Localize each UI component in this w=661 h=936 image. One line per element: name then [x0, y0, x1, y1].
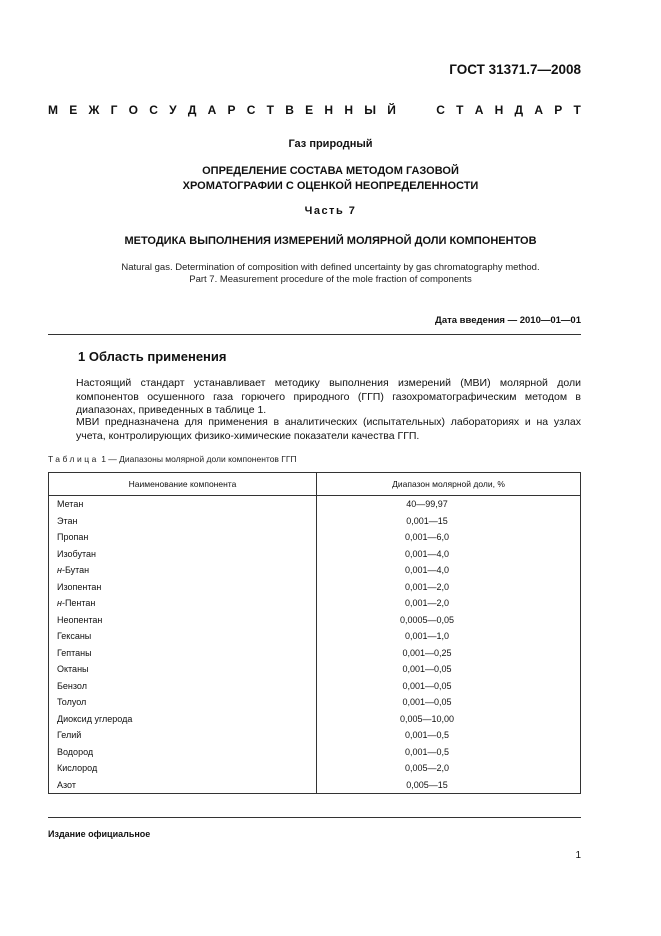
component-name-cell: Гептаны — [49, 645, 317, 662]
range-value: 40—99,97 — [406, 499, 448, 510]
heading-letter: С — [436, 103, 445, 117]
heading-gap — [407, 103, 410, 117]
range-cell — [317, 744, 581, 761]
range-value: 0,001—0,25 — [402, 647, 452, 658]
table-row — [49, 661, 581, 678]
component-name-cell: Кислород — [49, 760, 317, 777]
normal-prefix: н — [57, 598, 62, 609]
heading-letter: Й — [387, 103, 396, 117]
range-value: 0,005—2,0 — [404, 763, 450, 774]
document-title-line: ОПРЕДЕЛЕНИЕ СОСТАВА МЕТОДОМ ГАЗОВОЙ — [202, 165, 459, 177]
document-title-line: ХРОМАТОГРАФИИ С ОЦЕНКОЙ НЕОПРЕДЕЛЕННОСТИ — [182, 180, 479, 192]
paragraph — [48, 416, 581, 443]
heading-letter: Е — [305, 103, 314, 117]
range-value: 0,001—0,05 — [402, 697, 452, 708]
component-name-cell: Изобутан — [49, 546, 317, 563]
table-row — [49, 645, 581, 662]
component-name-cell: н-Бутан — [49, 562, 317, 579]
column-header-range: Диапазон молярной доли, % — [317, 473, 581, 496]
range-cell — [317, 661, 581, 678]
heading-letter: Р — [554, 103, 563, 117]
document-subtitle: МЕТОДИКА ВЫПОЛНЕНИЯ ИЗМЕРЕНИЙ МОЛЯРНОЙ ДОЛИ КОМПОНЕНТОВ — [124, 235, 537, 247]
table-row — [49, 777, 581, 794]
heading-letter: Ж — [88, 103, 100, 117]
component-name-cell: Пропан — [49, 529, 317, 546]
table-caption-text: 1 — Диапазоны молярной доли компонентов ГГП — [98, 454, 297, 464]
footer-divider — [48, 817, 581, 818]
range-cell — [317, 727, 581, 744]
range-cell — [317, 529, 581, 546]
component-name-cell: Метан — [49, 496, 317, 513]
component-name-cell: Октаны — [49, 661, 317, 678]
heading-letter: Н — [344, 103, 353, 117]
table-body — [49, 496, 581, 794]
table-row — [49, 612, 581, 629]
range-value: 0,001—15 — [406, 515, 448, 526]
heading-letter: А — [534, 103, 543, 117]
range-value: 0,005—10,00 — [399, 713, 455, 724]
edition-note: Издание официальное — [48, 829, 151, 839]
component-name-cell: Толуол — [49, 694, 317, 711]
range-value: 0,001—0,05 — [402, 664, 452, 675]
heading-letter: М — [48, 103, 58, 117]
component-name-cell: Бензол — [49, 678, 317, 695]
part-label: Часть 7 — [304, 205, 357, 217]
table-row — [49, 529, 581, 546]
table-row — [49, 579, 581, 596]
table-row — [49, 628, 581, 645]
heading-letter: Т — [456, 103, 464, 117]
table-row — [49, 694, 581, 711]
heading-letter: С — [149, 103, 158, 117]
range-value: 0,001—0,05 — [402, 680, 452, 691]
range-cell — [317, 628, 581, 645]
document-title — [0, 164, 661, 194]
heading-letter: Р — [227, 103, 236, 117]
table-row — [49, 496, 581, 513]
table-row — [49, 546, 581, 563]
section-heading: 1 Область применения — [78, 349, 227, 364]
range-value: 0,001—6,0 — [404, 532, 450, 543]
heading-letter: В — [285, 103, 294, 117]
range-value: 0,001—2,0 — [404, 581, 450, 592]
component-name-cell: Диоксид углерода — [49, 711, 317, 728]
column-header-component: Наименование компонента — [49, 473, 317, 496]
range-value: 0,001—2,0 — [404, 598, 450, 609]
divider — [48, 334, 581, 335]
component-name-cell: н-Пентан — [49, 595, 317, 612]
range-value: 0,001—4,0 — [404, 565, 450, 576]
table-caption-prefix: Таблица — [48, 454, 99, 464]
table-header-row — [49, 473, 581, 496]
range-cell — [317, 496, 581, 513]
component-ranges-table — [48, 472, 581, 794]
heading-letter: А — [207, 103, 217, 117]
table-row — [49, 727, 581, 744]
range-cell — [317, 711, 581, 728]
range-value: 0,0005—0,05 — [399, 614, 455, 625]
heading-letter: Н — [494, 103, 504, 117]
range-cell — [317, 612, 581, 629]
heading-letter: Д — [187, 103, 197, 117]
range-value: 0,001—0,5 — [404, 746, 450, 757]
range-value: 0,005—15 — [406, 779, 448, 790]
range-cell — [317, 777, 581, 794]
table-row — [49, 760, 581, 777]
heading-gap — [422, 103, 425, 117]
range-cell — [317, 678, 581, 695]
page-number: 1 — [575, 850, 581, 861]
heading-letter: Ы — [364, 103, 376, 117]
range-cell — [317, 694, 581, 711]
table-row — [49, 711, 581, 728]
component-name-cell: Этан — [49, 513, 317, 530]
heading-letter: С — [246, 103, 256, 117]
range-value: 0,001—4,0 — [404, 548, 450, 559]
range-cell — [317, 546, 581, 563]
range-cell — [317, 595, 581, 612]
english-title-line: Part 7. Measurement procedure of the mole fraction of components — [189, 274, 472, 285]
range-cell — [317, 513, 581, 530]
introduction-date: Дата введения — 2010—01—01 — [435, 315, 581, 326]
range-value: 0,001—0,5 — [404, 730, 450, 741]
paragraph-text: Настоящий стандарт устанавливает методику выполнения измерений (МВИ) молярной доли компонентов осушенного газа горючего природного (ГГП) газохроматографическим методом в диапазонах, приведенных в таблице 1. — [76, 377, 581, 416]
component-name-cell: Изопентан — [49, 579, 317, 596]
heading-letter: О — [128, 103, 138, 117]
component-name-cell: Неопентан — [49, 612, 317, 629]
english-title — [0, 262, 661, 286]
heading-letter: Д — [514, 103, 524, 117]
english-title-line: Natural gas. Determination of composition with defined uncertainty by gas chromatography method. — [121, 262, 540, 273]
range-cell — [317, 645, 581, 662]
table-row — [49, 562, 581, 579]
table-row — [49, 678, 581, 695]
component-name-cell: Водород — [49, 744, 317, 761]
heading-letter: Е — [69, 103, 78, 117]
component-name-cell: Азот — [49, 777, 317, 794]
range-value: 0,001—1,0 — [404, 631, 450, 642]
component-name-cell: Гексаны — [49, 628, 317, 645]
heading-letter: Г — [110, 103, 118, 117]
standard-number: ГОСТ 31371.7—2008 — [449, 62, 581, 77]
table-row — [49, 744, 581, 761]
heading-letter: А — [474, 103, 484, 117]
table-row — [49, 513, 581, 530]
range-cell — [317, 760, 581, 777]
document-subject: Газ природный — [288, 138, 373, 150]
normal-prefix: н — [57, 565, 62, 576]
heading-letter: Т — [266, 103, 275, 117]
component-name-cell: Гелий — [49, 727, 317, 744]
heading-letter: Т — [573, 103, 581, 117]
paragraph — [48, 377, 581, 418]
paragraph-text: МВИ предназначена для применения в аналитических (испытательных) лабораториях и на узлах учета, контролирующих физико-химические показатели качества ГГП. — [76, 416, 581, 442]
heading-letter: У — [169, 103, 177, 117]
heading-letter: Н — [324, 103, 334, 117]
range-cell — [317, 562, 581, 579]
interstate-standard-heading — [48, 103, 581, 117]
table-row — [49, 595, 581, 612]
range-cell — [317, 579, 581, 596]
table-caption — [48, 454, 297, 464]
